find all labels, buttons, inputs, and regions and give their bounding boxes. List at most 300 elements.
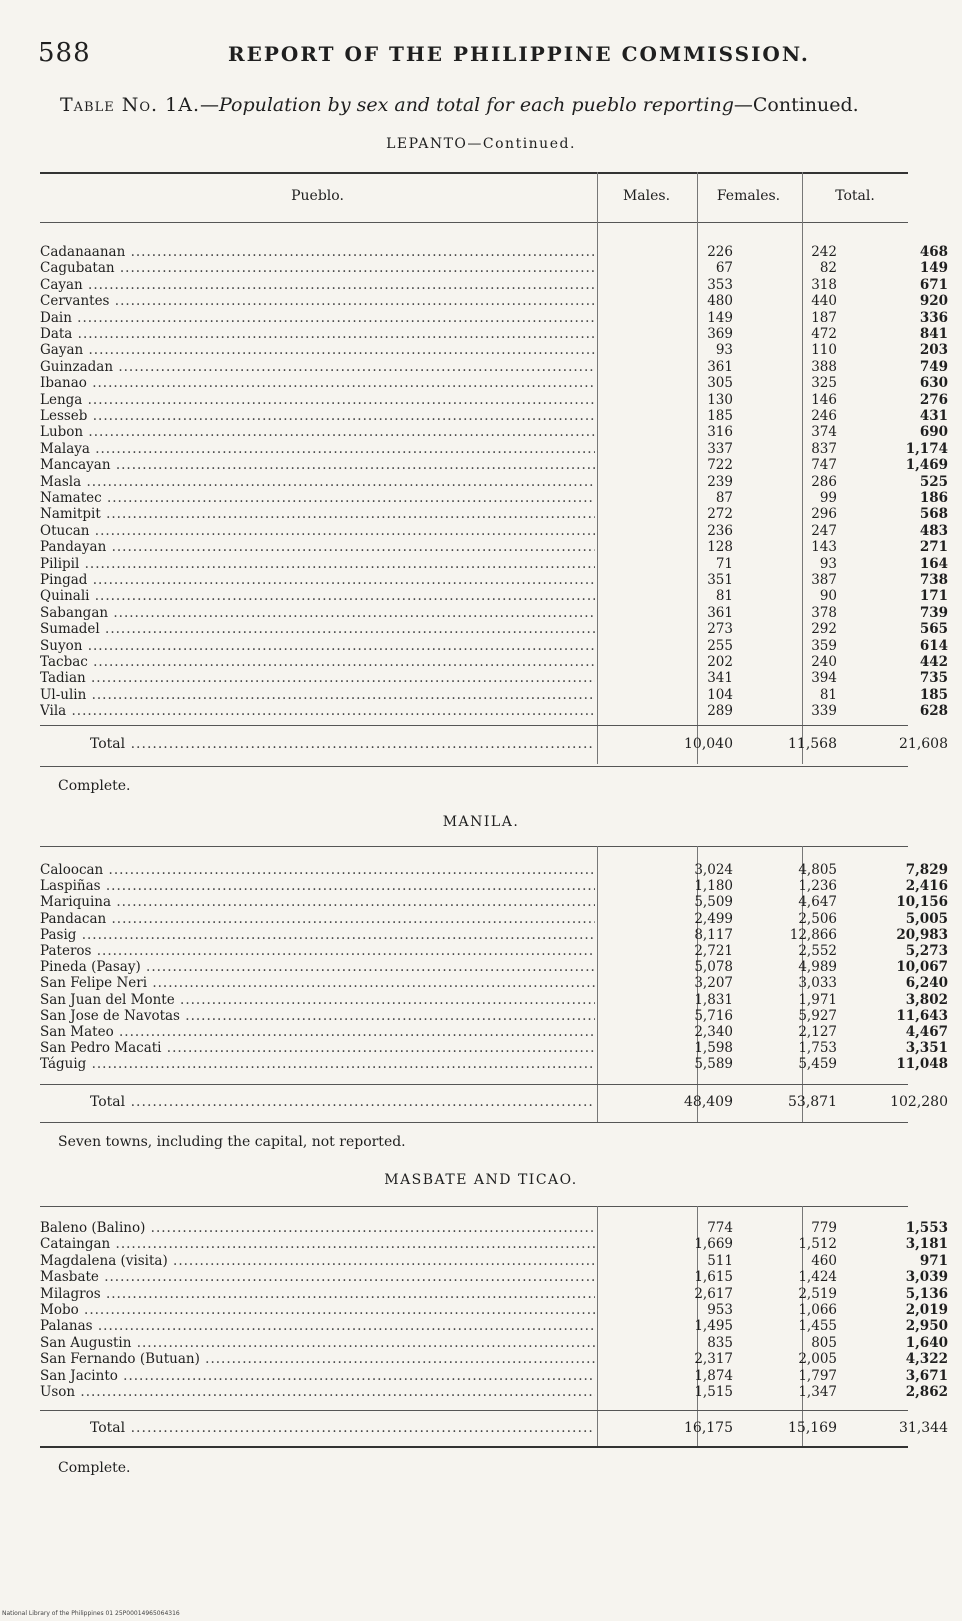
females-value: 2,552	[798, 943, 837, 959]
footer-identifier: National Library of the Philippines 01 25P00014965064316	[2, 1610, 180, 1617]
females-value: 440	[811, 293, 837, 310]
females-value: 1,971	[798, 991, 837, 1008]
females-value: 747	[811, 457, 837, 474]
males-value: 71	[715, 555, 733, 572]
pueblo-name: Cataingan .....	[40, 1236, 595, 1252]
males-value: 351	[707, 572, 733, 588]
females-value: 4,647	[798, 894, 837, 911]
males-value: 361	[707, 358, 733, 375]
females-value: 143	[811, 539, 837, 556]
females-value: 1,512	[798, 1236, 837, 1253]
table-row	[40, 244, 948, 260]
males-value: 236	[707, 522, 733, 539]
table-row	[40, 440, 948, 457]
section-note: Seven towns, including the capital, not reported.	[58, 1134, 406, 1150]
total-females: 15,169	[788, 1420, 837, 1436]
total-value: 749	[919, 358, 948, 375]
females-value: 1,424	[798, 1269, 837, 1286]
table-row	[40, 309, 948, 326]
total-value: 3,671	[905, 1367, 948, 1384]
table-title: Table No. 1A.—Population by sex and total for each pueblo reporting—Continued.	[60, 94, 859, 116]
males-value: 2,617	[694, 1285, 733, 1302]
table-row	[40, 862, 948, 878]
total-value: 690	[919, 424, 948, 441]
total-label: Total .....	[40, 1094, 595, 1110]
pueblo-name: Ibanao .....	[40, 375, 595, 391]
pueblo-name: Laspiñas .....	[40, 878, 595, 894]
table-row	[40, 375, 948, 392]
pueblo-name: Guinzadan .....	[40, 359, 595, 375]
total-value: 738	[919, 572, 948, 588]
pueblo-name: Lenga .....	[40, 392, 595, 408]
total-value: 4,322	[905, 1351, 948, 1368]
table-row	[40, 1007, 948, 1024]
total-value: 203	[919, 342, 948, 359]
manila-top-rule	[40, 846, 908, 847]
females-value: 837	[811, 440, 837, 457]
females-value: 5,927	[798, 1007, 837, 1024]
females-value: 3,033	[798, 975, 837, 992]
total-value: 5,136	[905, 1285, 948, 1302]
total-row	[40, 1094, 948, 1110]
total-value: 671	[919, 276, 948, 293]
pueblo-name: Mariquina .....	[40, 894, 595, 910]
males-value: 185	[707, 408, 733, 424]
females-value: 247	[811, 522, 837, 539]
females-value: 318	[811, 276, 837, 293]
males-value: 316	[707, 424, 733, 441]
males-value: 1,180	[694, 878, 733, 895]
females-value: 12,866	[789, 926, 837, 943]
table-row	[40, 926, 948, 943]
females-value: 779	[811, 1220, 837, 1236]
total-total: 31,344	[899, 1420, 948, 1436]
table-row	[40, 878, 948, 895]
females-value: 93	[819, 555, 837, 572]
females-value: 388	[811, 358, 837, 375]
pueblo-name: Cadanaanan .....	[40, 244, 595, 260]
pueblo-name: Suyon .....	[40, 638, 595, 654]
total-value: 628	[919, 703, 948, 720]
section-title-manila: MANILA.	[442, 814, 520, 830]
table-row	[40, 1367, 948, 1384]
pueblo-name: San Mateo .....	[40, 1024, 595, 1040]
pueblo-name: Lubon .....	[40, 424, 595, 440]
females-value: 99	[819, 490, 837, 506]
pueblo-name: Quinali .....	[40, 588, 595, 604]
masbate-total-rule	[40, 1410, 908, 1411]
pueblo-name: Táguig .....	[40, 1056, 595, 1072]
table-row	[40, 342, 948, 359]
lepanto-bottom-rule	[40, 766, 908, 767]
males-value: 2,340	[694, 1024, 733, 1040]
pueblo-name: Mancayan .....	[40, 457, 595, 473]
females-value: 5,459	[798, 1056, 837, 1073]
table-row	[40, 326, 948, 342]
table-row	[40, 670, 948, 687]
section-note: Complete.	[58, 778, 131, 794]
table-row	[40, 555, 948, 572]
females-value: 387	[811, 572, 837, 588]
males-value: 511	[707, 1252, 733, 1269]
males-value: 2,317	[694, 1351, 733, 1368]
pueblo-name: Cagubatan .....	[40, 260, 595, 276]
total-value: 171	[919, 588, 948, 605]
males-value: 1,615	[694, 1269, 733, 1286]
pueblo-name: Namatec .....	[40, 490, 595, 506]
females-value: 378	[811, 604, 837, 621]
males-value: 239	[707, 473, 733, 490]
total-value: 11,048	[896, 1056, 948, 1073]
pueblo-name: San Felipe Neri .....	[40, 975, 595, 991]
total-females: 11,568	[788, 736, 837, 752]
females-value: 240	[811, 654, 837, 670]
section-note: Complete.	[58, 1460, 131, 1476]
masbate-bottom-rule	[40, 1446, 908, 1448]
table-row	[40, 588, 948, 605]
total-value: 3,351	[905, 1040, 948, 1057]
pueblo-name: Namitpit .....	[40, 506, 595, 522]
column-header-total: Total.	[835, 188, 875, 204]
pueblo-name: Data .....	[40, 326, 595, 342]
table-row	[40, 457, 948, 474]
table-row	[40, 424, 948, 441]
table-row	[40, 943, 948, 959]
total-value: 568	[919, 506, 948, 523]
males-value: 722	[707, 457, 733, 474]
total-females: 53,871	[788, 1094, 837, 1110]
total-value: 3,802	[905, 991, 948, 1008]
males-value: 93	[715, 342, 733, 359]
section-title-masbate: MASBATE AND TICAO.	[384, 1172, 578, 1188]
total-value: 614	[919, 637, 948, 654]
males-value: 272	[707, 506, 733, 523]
table-row	[40, 1285, 948, 1302]
table-row	[40, 1220, 948, 1236]
pueblo-name: San Jacinto .....	[40, 1368, 595, 1384]
total-value: 11,643	[896, 1007, 948, 1024]
males-value: 1,831	[694, 991, 733, 1008]
total-value: 7,829	[905, 862, 948, 878]
table-row	[40, 991, 948, 1008]
males-value: 1,515	[694, 1384, 733, 1400]
table-row	[40, 522, 948, 539]
males-value: 361	[707, 604, 733, 621]
males-value: 953	[707, 1302, 733, 1318]
pueblo-name: Cervantes .....	[40, 293, 595, 309]
total-value: 630	[919, 375, 948, 392]
males-value: 3,024	[694, 862, 733, 878]
females-value: 2,519	[798, 1285, 837, 1302]
males-value: 835	[707, 1334, 733, 1351]
table-row	[40, 686, 948, 703]
total-label: Total .....	[40, 1420, 595, 1436]
males-value: 774	[707, 1220, 733, 1236]
males-value: 1,669	[694, 1236, 733, 1253]
pueblo-name: Uson .....	[40, 1384, 595, 1400]
males-value: 130	[707, 391, 733, 408]
total-value: 2,950	[905, 1318, 948, 1335]
table-row	[40, 1040, 948, 1057]
running-head: REPORT OF THE PHILIPPINE COMMISSION.	[228, 42, 810, 66]
females-value: 4,805	[798, 862, 837, 878]
table-row	[40, 1351, 948, 1368]
females-value: 339	[811, 703, 837, 720]
females-value: 110	[811, 342, 837, 359]
table-row	[40, 391, 948, 408]
females-value: 246	[811, 408, 837, 424]
masbate-top-rule	[40, 1206, 908, 1207]
females-value: 187	[811, 309, 837, 326]
males-value: 337	[707, 440, 733, 457]
males-value: 226	[707, 244, 733, 260]
pueblo-name: Pingad .....	[40, 572, 595, 588]
total-row	[40, 736, 948, 752]
females-value: 1,066	[798, 1302, 837, 1318]
table-row	[40, 975, 948, 992]
males-value: 255	[707, 637, 733, 654]
section-title-lepanto: LEPANTO—Continued.	[386, 136, 576, 152]
total-value: 10,156	[896, 894, 948, 911]
females-value: 1,455	[798, 1318, 837, 1335]
pueblo-name: Gayan .....	[40, 342, 595, 358]
males-value: 67	[715, 260, 733, 277]
total-value: 3,181	[905, 1236, 948, 1253]
pueblo-name: Masla .....	[40, 474, 595, 490]
column-header-females: Females.	[716, 188, 781, 204]
total-value: 525	[919, 473, 948, 490]
males-value: 128	[707, 539, 733, 556]
pueblo-name: Pandayan .....	[40, 539, 595, 555]
manila-total-rule	[40, 1084, 908, 1085]
table-row	[40, 490, 948, 506]
males-value: 5,509	[694, 894, 733, 911]
table-row	[40, 604, 948, 621]
females-value: 374	[811, 424, 837, 441]
total-value: 164	[919, 555, 948, 572]
pueblo-name: San Pedro Macati .....	[40, 1040, 595, 1056]
table-row	[40, 506, 948, 523]
lepanto-total-rule	[40, 725, 908, 726]
females-value: 2,005	[798, 1351, 837, 1368]
pueblo-name: Pineda (Pasay) .....	[40, 959, 595, 975]
pueblo-name: Vila .....	[40, 703, 595, 719]
total-value: 735	[919, 670, 948, 687]
females-value: 325	[811, 375, 837, 392]
total-value: 2,019	[905, 1302, 948, 1318]
table-row	[40, 293, 948, 310]
total-value: 185	[919, 686, 948, 703]
total-value: 483	[919, 522, 948, 539]
males-value: 87	[715, 490, 733, 506]
pueblo-name: Cayan .....	[40, 277, 595, 293]
females-value: 394	[811, 670, 837, 687]
females-value: 805	[811, 1334, 837, 1351]
table-row	[40, 1318, 948, 1335]
pueblo-name: Caloocan .....	[40, 862, 595, 878]
males-value: 1,874	[694, 1367, 733, 1384]
total-value: 1,174	[905, 440, 948, 457]
pueblo-name: Malaya .....	[40, 441, 595, 457]
total-value: 442	[919, 654, 948, 670]
males-value: 5,078	[694, 959, 733, 976]
total-value: 276	[919, 391, 948, 408]
pueblo-name: Pilipil .....	[40, 556, 595, 572]
table-row	[40, 276, 948, 293]
total-value: 431	[919, 408, 948, 424]
header-bottom-rule	[40, 222, 908, 223]
pueblo-name: San Jose de Navotas .....	[40, 1008, 595, 1024]
table-row	[40, 1236, 948, 1253]
females-value: 286	[811, 473, 837, 490]
total-value: 5,005	[905, 910, 948, 927]
total-value: 5,273	[905, 943, 948, 959]
table-row	[40, 539, 948, 556]
females-value: 1,236	[798, 878, 837, 895]
females-value: 292	[811, 621, 837, 638]
males-value: 305	[707, 375, 733, 392]
total-value: 841	[919, 326, 948, 342]
table-row	[40, 1269, 948, 1286]
total-value: 1,640	[905, 1334, 948, 1351]
total-value: 336	[919, 309, 948, 326]
table-row	[40, 654, 948, 670]
females-value: 1,797	[798, 1367, 837, 1384]
column-header-pueblo: Pueblo.	[291, 188, 344, 204]
page-number: 588	[38, 38, 91, 68]
total-value: 10,067	[896, 959, 948, 976]
females-value: 82	[819, 260, 837, 277]
males-value: 1,598	[694, 1040, 733, 1057]
pueblo-name: San Augustin .....	[40, 1335, 595, 1351]
total-value: 271	[919, 539, 948, 556]
males-value: 3,207	[694, 975, 733, 992]
table-row	[40, 473, 948, 490]
females-value: 242	[811, 244, 837, 260]
total-value: 971	[919, 1252, 948, 1269]
table-row	[40, 1334, 948, 1351]
males-value: 353	[707, 276, 733, 293]
total-value: 1,469	[905, 457, 948, 474]
column-header-males: Males.	[622, 188, 671, 204]
males-value: 341	[707, 670, 733, 687]
table-top-rule	[40, 172, 908, 174]
pueblo-name: San Fernando (Butuan) .....	[40, 1351, 595, 1367]
females-value: 2,127	[798, 1024, 837, 1040]
males-value: 2,721	[694, 943, 733, 959]
total-value: 149	[919, 260, 948, 277]
males-value: 2,499	[694, 910, 733, 927]
pueblo-name: Palanas .....	[40, 1318, 595, 1334]
males-value: 8,117	[694, 926, 733, 943]
table-row	[40, 572, 948, 588]
table-row	[40, 1252, 948, 1269]
total-value: 468	[919, 244, 948, 260]
table-row	[40, 1302, 948, 1318]
table-row	[40, 910, 948, 927]
manila-bottom-rule	[40, 1122, 908, 1123]
table-row	[40, 703, 948, 720]
total-value: 3,039	[905, 1269, 948, 1286]
pueblo-name: Masbate .....	[40, 1269, 595, 1285]
table-row	[40, 260, 948, 277]
total-males: 16,175	[684, 1420, 733, 1436]
table-description: Population by sex and total for each pueblo reporting	[219, 94, 734, 116]
females-value: 4,989	[798, 959, 837, 976]
total-value: 2,416	[905, 878, 948, 895]
table-row	[40, 1384, 948, 1400]
males-value: 369	[707, 326, 733, 342]
table-row	[40, 1056, 948, 1073]
total-value: 920	[919, 293, 948, 310]
females-value: 472	[811, 326, 837, 342]
pueblo-name: Sabangan .....	[40, 605, 595, 621]
table-row	[40, 894, 948, 911]
pueblo-name: Tadian .....	[40, 670, 595, 686]
males-value: 289	[707, 703, 733, 720]
pueblo-name: San Juan del Monte .....	[40, 992, 595, 1008]
males-value: 202	[707, 654, 733, 670]
females-value: 2,506	[798, 910, 837, 927]
total-males: 10,040	[684, 736, 733, 752]
table-row	[40, 959, 948, 976]
pueblo-name: Dain .....	[40, 310, 595, 326]
total-total: 102,280	[890, 1094, 948, 1110]
males-value: 81	[715, 588, 733, 605]
males-value: 149	[707, 309, 733, 326]
pueblo-name: Pandacan .....	[40, 911, 595, 927]
pueblo-name: Sumadel .....	[40, 621, 595, 637]
total-value: 4,467	[905, 1024, 948, 1040]
table-row	[40, 1024, 948, 1040]
total-value: 565	[919, 621, 948, 638]
pueblo-name: Lesseb .....	[40, 408, 595, 424]
total-value: 2,862	[905, 1384, 948, 1400]
females-value: 146	[811, 391, 837, 408]
pueblo-name: Pasig .....	[40, 927, 595, 943]
total-value: 6,240	[905, 975, 948, 992]
pueblo-name: Magdalena (visita) .....	[40, 1253, 595, 1269]
total-males: 48,409	[684, 1094, 733, 1110]
pueblo-name: Milagros .....	[40, 1286, 595, 1302]
table-row	[40, 358, 948, 375]
pueblo-name: Pateros .....	[40, 943, 595, 959]
females-value: 90	[819, 588, 837, 605]
page-header	[38, 38, 918, 68]
females-value: 81	[819, 686, 837, 703]
males-value: 5,589	[694, 1056, 733, 1073]
pueblo-name: Otucan .....	[40, 523, 595, 539]
table-label: Table No. 1A.	[60, 94, 200, 116]
table-row	[40, 621, 948, 638]
pueblo-name: Tacbac .....	[40, 654, 595, 670]
total-value: 186	[919, 490, 948, 506]
males-value: 1,495	[694, 1318, 733, 1335]
table-row	[40, 637, 948, 654]
total-value: 1,553	[905, 1220, 948, 1236]
females-value: 296	[811, 506, 837, 523]
total-value: 739	[919, 604, 948, 621]
total-row	[40, 1420, 948, 1436]
pueblo-name: Mobo .....	[40, 1302, 595, 1318]
females-value: 460	[811, 1252, 837, 1269]
males-value: 5,716	[694, 1007, 733, 1024]
table-continued: —Continued.	[733, 94, 859, 116]
females-value: 359	[811, 637, 837, 654]
table-row	[40, 408, 948, 424]
males-value: 480	[707, 293, 733, 310]
pueblo-name: Ul-ulin .....	[40, 687, 595, 703]
